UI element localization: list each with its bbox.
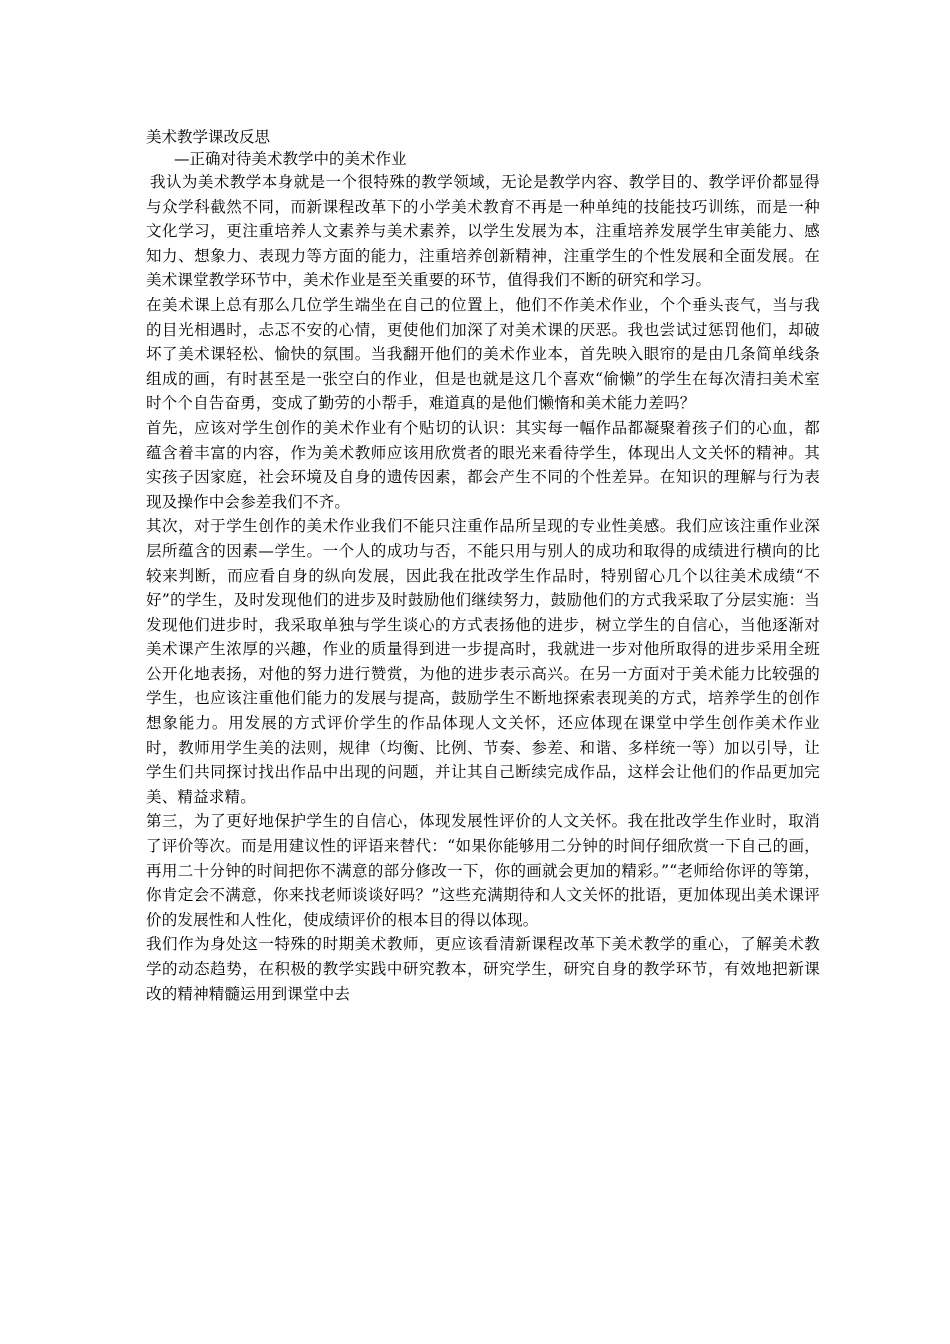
paragraph-second-point: 其次，对于学生创作的美术作业我们不能只注重作品所呈现的专业性美感。我们应该注重作业深层所蕴含的因素—学生。一个人的成功与否，不能只用与别人的成功和取得的成绩进行横向的比较来判断，而应看自身的纵向发展，因此我在批改学生作品时，特别留心几个以往美术成绩“不好”的学生，及时发现他们的进步及时鼓励他们继续努力，鼓励他们的方式我采取了分层实施：当发现他们进步时，我采取单独与学生谈心的方式表扬他的进步，树立学生的自信心，当他逐渐对美术课产生浓厚的兴趣，作业的质量得到进一步提高时，我就进一步对他所取得的进步采用全班公开化地表扬，对他的努力进行赞赏，为他的进步表示高兴。在另一方面对于美术能力比较强的学生，也应该注重他们能力的发展与提高，鼓励学生不断地探索表现美的方式，培养学生的创作想象能力。用发展的方式评价学生的作品体现人文关怀，还应体现在课堂中学生创作美术作业时，教师用学生美的法则，规律（均衡、比例、节奏、参差、和谐、多样统一等）加以引导，让学生们共同探讨找出作品中出现的问题，并让其自己断续完成作品，这样会让他们的作品更加完美、精益求精。 [146, 517, 820, 806]
document-page [146, 126, 820, 1006]
paragraph-conclusion: 我们作为身处这一特殊的时期美术教师，更应该看清新课程改革下美术教学的重心，了解美术教学的动态趋势，在积极的教学实践中研究教本，研究学生，研究自身的教学环节，有效地把新课改的精神精髓运用到课堂中去 [146, 935, 820, 1003]
paragraph-intro: 我认为美术教学本身就是一个很特殊的教学领域，无论是教学内容、教学目的、教学评价都显得与众学科截然不同，而新课程改革下的小学美术教育不再是一种单纯的技能技巧训练，而是一种文化学习，更注重培养人文素养与美术素养，以学生发展为本，注重培养发展学生审美能力、感知力、想象力、表现力等方面的能力，注重培养创新精神，注重学生的个性发展和全面发展。在美术课堂教学环节中，美术作业是至关重要的环节，值得我们不断的研究和学习。 [146, 173, 820, 290]
paragraph-first-point: 首先，应该对学生创作的美术作业有个贴切的认识：其实每一幅作品都凝聚着孩子们的心血，都蕴含着丰富的内容，作为美术教师应该用欣赏者的眼光来看待学生，体现出人文关怀的精神。其实孩子因家庭，社会环境及自身的遗传因素，都会产生不同的个性差异。在知识的理解与行为表现及操作中会参差我们不齐。 [146, 418, 820, 511]
document-title: 美术教学课改反思 [146, 128, 271, 146]
document-subtitle: —正确对待美术教学中的美术作业 [174, 150, 407, 168]
paragraph-observation: 在美术课上总有那么几位学生端坐在自己的位置上，他们不作美术作业，个个垂头丧气，当与我的目光相遇时，忐忑不安的心情，更使他们加深了对美术课的厌恶。我也尝试过惩罚他们，却破坏了美术课轻松、愉快的氛围。当我翻开他们的美术作业本，首先映入眼帘的是由几条简单线条组成的画，有时甚至是一张空白的作业，但是也就是这几个喜欢“偷懒”的学生在每次清扫美术室时个个自告奋勇，变成了勤劳的小帮手，难道真的是他们懒惰和美术能力差吗？ [146, 295, 820, 413]
paragraph-third-point: 第三，为了更好地保护学生的自信心，体现发展性评价的人文关怀。我在批改学生作业时，取消了评价等次。而是用建议性的评语来替代：“如果你能够用二分钟的时间仔细欣赏一下自己的画，再用二十分钟的时间把你不满意的部分修改一下，你的画就会更加的精彩。”“老师给你评的等第，你肯定会不满意，你来找老师谈谈好吗？”这些充满期待和人文关怀的批语，更加体现出美术课评价的发展性和人性化，使成绩评价的根本目的得以体现。 [146, 812, 820, 929]
